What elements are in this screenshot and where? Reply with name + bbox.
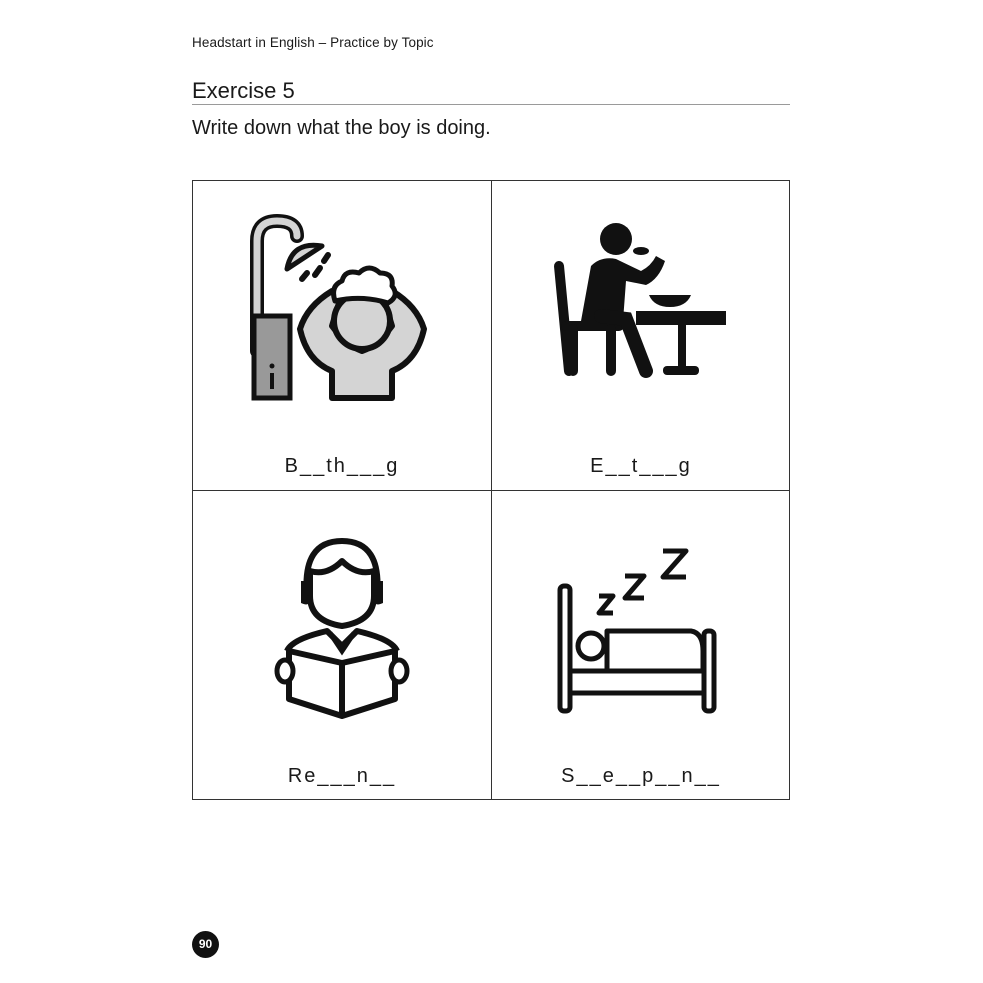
shower-icon <box>242 211 442 411</box>
answer-prompt-reading: Re___n__ <box>287 765 397 787</box>
eating-icon <box>541 211 741 411</box>
sleeping-icon <box>541 521 741 721</box>
answer-prompt-eating: E__t___g <box>590 455 692 477</box>
book-header: Headstart in English – Practice by Topic <box>192 35 434 50</box>
cell-eating <box>492 181 790 491</box>
cell-reading <box>193 491 491 801</box>
page-number: 90 <box>192 931 219 958</box>
answer-prompt-bathing: B__th___g <box>284 455 400 477</box>
title-rule <box>192 104 790 105</box>
exercise-title: Exercise 5 <box>192 78 295 103</box>
exercise-instructions: Write down what the boy is doing. <box>192 117 491 139</box>
reading-icon <box>242 521 442 721</box>
cell-bathing <box>193 181 491 491</box>
answer-prompt-sleeping: S__e__p__n__ <box>561 765 721 787</box>
exercise-grid <box>192 180 790 800</box>
cell-sleeping <box>492 491 790 801</box>
